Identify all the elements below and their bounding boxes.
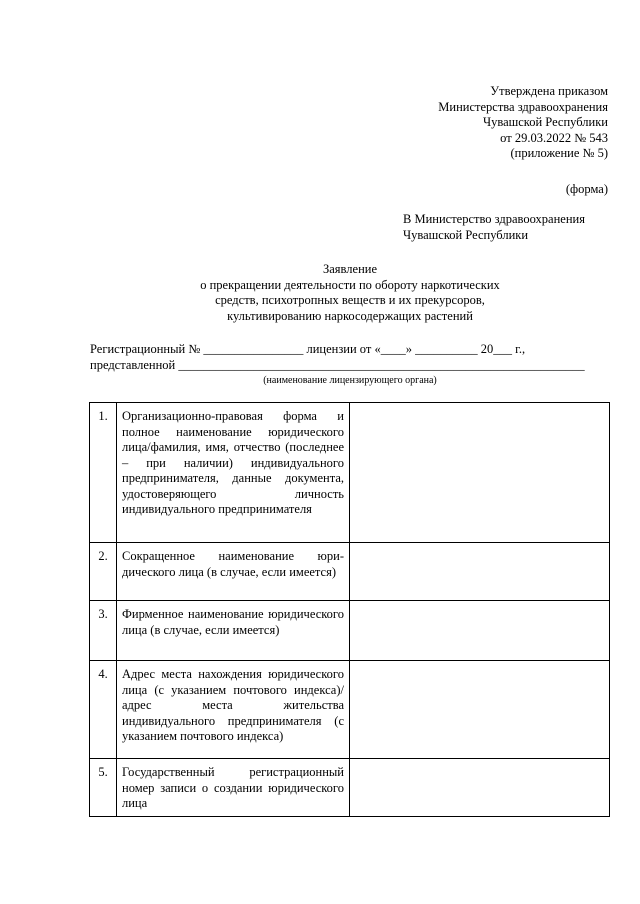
application-table <box>89 402 610 817</box>
row-number: 5. <box>90 759 117 817</box>
row-number: 2. <box>90 543 117 601</box>
row-number: 3. <box>90 601 117 661</box>
table-row <box>90 601 610 661</box>
row-value-field[interactable] <box>350 601 610 661</box>
table-row <box>90 759 610 817</box>
approval-line: от 29.03.2022 № 543 <box>500 130 608 145</box>
addressee-line: Чувашской Республики <box>403 227 529 242</box>
row-description: Сокращенное наименование юридического лица (в случае, если имеется) <box>117 543 350 601</box>
row-number: 1. <box>90 403 117 543</box>
row-value-field[interactable] <box>350 403 610 543</box>
row-value-field[interactable] <box>350 759 610 817</box>
row-description: Фирменное наименование юридического лица (в случае, если имеется) <box>117 601 350 661</box>
addressee-block <box>403 212 585 243</box>
title-line: средств, психотропных веществ и их прекурсоров, <box>215 293 485 307</box>
approval-line: (приложение № 5) <box>510 146 608 160</box>
row-number: 4. <box>90 661 117 759</box>
row-description: Организационно-правовая форма и полное наименование юридического лица/фамилия, имя, отчество (последнее – при наличии) индивидуального предпринимателя, данные документа, удостоверяющего личность индивидуального предпринимателя <box>117 403 350 543</box>
issuing-authority-line: представленной _________________________________________________________________ <box>90 358 585 372</box>
form-label: (форма) <box>565 182 608 196</box>
table-row <box>90 543 610 601</box>
title-heading: Заявление <box>322 262 377 276</box>
row-description: Государственный регистрационный номер записи о создании юридического лица <box>117 759 350 817</box>
approval-line: Чувашской Республики <box>482 115 608 129</box>
title-line: о прекращении деятельности по обороту наркотических <box>200 277 500 292</box>
row-description: Адрес места нахождения юридического лица (с указанием почтового индекса)/адрес места жительства индивидуального предпринимателя (с указанием почтового индекса) <box>117 661 350 759</box>
title-line: культивированию наркосодержащих растений <box>227 308 473 323</box>
approval-block <box>438 84 608 162</box>
approval-line: Утверждена приказом <box>490 84 608 98</box>
table-row <box>90 403 610 543</box>
document-title <box>90 262 610 324</box>
issuing-authority-caption: (наименование лицензирующего органа) <box>263 375 437 386</box>
addressee-line: В Министерство здравоохранения <box>403 212 585 226</box>
registration-line: Регистрационный № ________________ лицензии от «____» __________ 20___ г., <box>90 342 526 356</box>
table-row <box>90 661 610 759</box>
approval-line: Министерства здравоохранения <box>438 99 608 114</box>
row-value-field[interactable] <box>350 661 610 759</box>
row-value-field[interactable] <box>350 543 610 601</box>
